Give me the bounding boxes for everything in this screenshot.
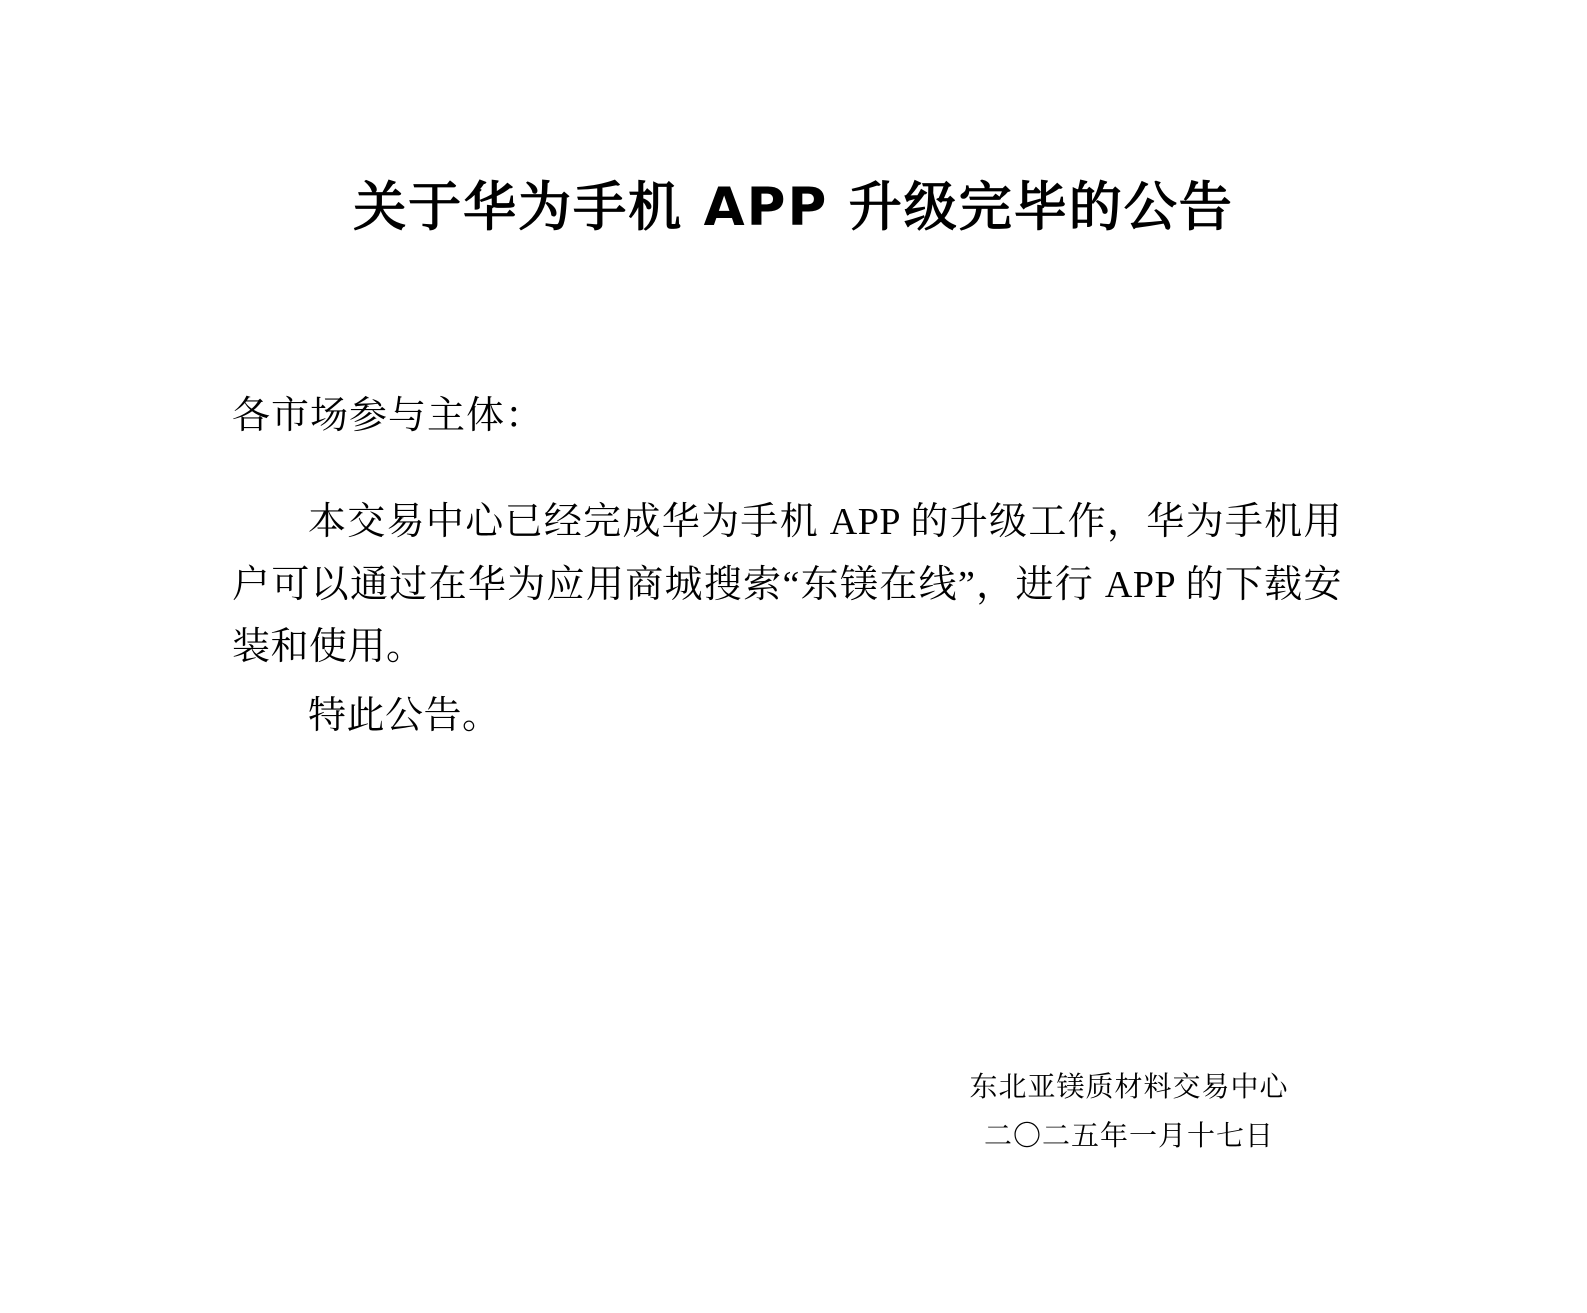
document-body <box>232 388 1342 754</box>
page-title: 关于华为手机 APP 升级完毕的公告 <box>353 176 1234 238</box>
body-paragraph-1: 本交易中心已经完成华为手机 APP 的升级工作，华为手机用户可以通过在华为应用商城搜索“东镁在线”，进行 APP 的下载安装和使用。 <box>232 501 1342 669</box>
signature-date: 二〇二五年一月十七日 <box>983 1121 1274 1152</box>
signature-organization: 东北亚镁质材料交易中心 <box>969 1072 1289 1103</box>
signature-block <box>919 1063 1339 1161</box>
body-paragraph-2: 特此公告。 <box>308 695 501 738</box>
salutation: 各市场参与主体： <box>232 395 545 437</box>
